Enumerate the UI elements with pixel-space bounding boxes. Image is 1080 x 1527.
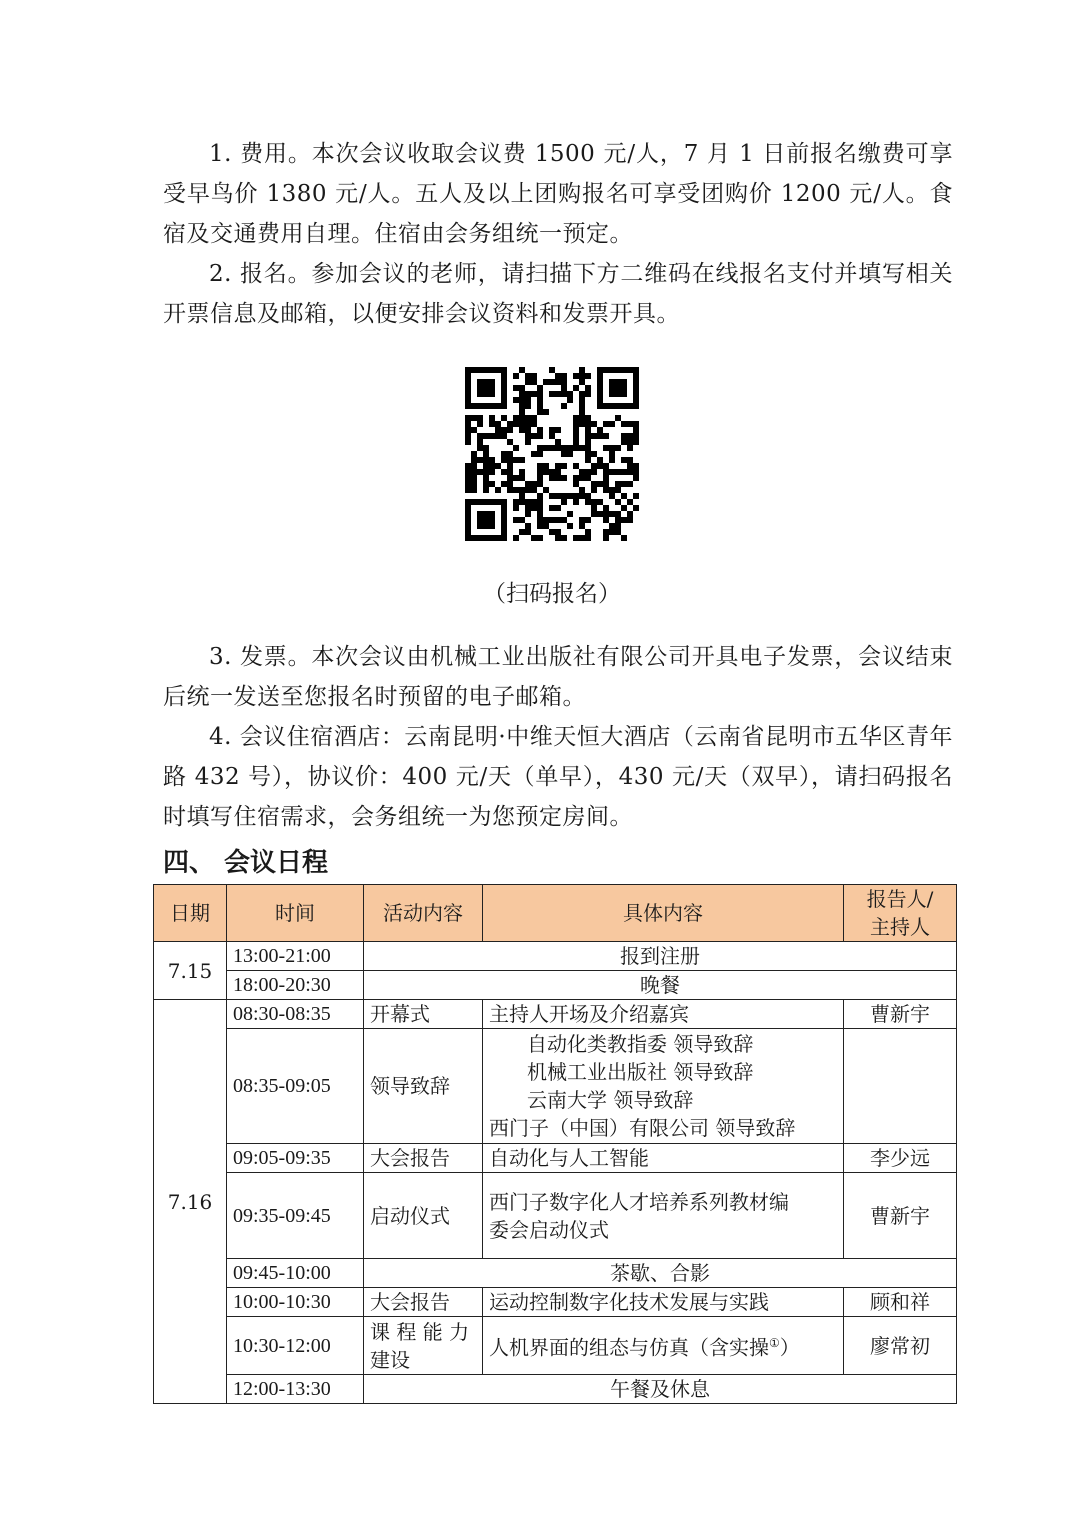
content-line: 西门子数字化人才培养系列教材编 [489, 1189, 789, 1214]
table-header-row [154, 885, 957, 942]
footnote-marker: ① [769, 1336, 780, 1351]
activity-cell: 大会报告 [364, 1288, 483, 1317]
time-cell: 08:30-08:35 [227, 1000, 364, 1029]
time-cell: 09:05-09:35 [227, 1144, 364, 1173]
table-row [154, 942, 957, 971]
activity-line: 课 程 能 力 [370, 1319, 470, 1344]
content-cell [483, 1029, 844, 1144]
section-title-schedule: 四、 会议日程 [163, 848, 329, 878]
speaker-cell: 廖常初 [844, 1317, 957, 1375]
time-cell: 13:00-21:00 [227, 942, 364, 971]
header-date: 日期 [154, 885, 227, 942]
activity-cell: 领导致辞 [364, 1029, 483, 1144]
speaker-cell: 顾和祥 [844, 1288, 957, 1317]
time-cell: 10:00-10:30 [227, 1288, 364, 1317]
content-cell: 晚餐 [364, 971, 957, 1000]
content-cell: 报到注册 [364, 942, 957, 971]
table-row [154, 1288, 957, 1317]
table-row [154, 1029, 957, 1144]
activity-cell: 启动仪式 [364, 1173, 483, 1259]
paragraph-invoice: 3. 发票。本次会议由机械工业出版社有限公司开具电子发票，会议结束后统一发送至您报名时预留的电子邮箱。 [163, 644, 953, 710]
content-cell: 主持人开场及介绍嘉宾 [483, 1000, 844, 1029]
header-speaker-line1: 报告人/ [866, 887, 934, 911]
table-row [154, 971, 957, 1000]
header-speaker [844, 885, 957, 942]
content-line: 西门子（中国）有限公司 领导致辞 [489, 1116, 796, 1140]
speaker-cell: 李少远 [844, 1144, 957, 1173]
content-text: 人机界面的组态与仿真（含实操 [489, 1335, 769, 1360]
content-line: 云南大学 领导致辞 [527, 1088, 694, 1112]
content-cell [483, 1173, 844, 1259]
content-line: 自动化类教指委 领导致辞 [527, 1032, 754, 1056]
time-cell: 09:45-10:00 [227, 1259, 364, 1288]
date-cell: 7.16 [154, 1000, 227, 1404]
schedule-table [153, 884, 957, 1404]
header-speaker-line2: 主持人 [870, 915, 930, 939]
content-cell: 午餐及休息 [364, 1375, 957, 1404]
table-row [154, 1000, 957, 1029]
time-cell: 10:30-12:00 [227, 1317, 364, 1375]
date-cell: 7.15 [154, 942, 227, 1000]
time-cell: 08:35-09:05 [227, 1029, 364, 1144]
time-cell: 09:35-09:45 [227, 1173, 364, 1259]
header-content: 具体内容 [483, 885, 844, 942]
paragraph-hotel: 4. 会议住宿酒店：云南昆明·中维天恒大酒店（云南省昆明市五华区青年路 432 号），协议价：400 元/天（单早），430 元/天（双早），请扫码报名时填写住宿需求，会务组统一为您预定房间。 [163, 724, 953, 830]
table-row [154, 1259, 957, 1288]
header-time: 时间 [227, 885, 364, 942]
table-row [154, 1173, 957, 1259]
content-cell: 运动控制数字化技术发展与实践 [483, 1288, 844, 1317]
activity-cell: 大会报告 [364, 1144, 483, 1173]
content-tail: ） [779, 1335, 800, 1360]
content-cell: 茶歇、合影 [364, 1259, 957, 1288]
paragraph-registration: 2. 报名。参加会议的老师，请扫描下方二维码在线报名支付并填写相关开票信息及邮箱，以便安排会议资料和发票开具。 [163, 261, 953, 327]
speaker-cell: 曹新宇 [844, 1000, 957, 1029]
content-cell [483, 1317, 844, 1375]
table-row [154, 1144, 957, 1173]
speaker-cell [844, 1029, 957, 1144]
activity-cell [364, 1317, 483, 1375]
registration-qr-code[interactable] [465, 367, 639, 541]
time-cell: 18:00-20:30 [227, 971, 364, 1000]
activity-line: 建设 [370, 1347, 410, 1372]
content-cell: 自动化与人工智能 [483, 1144, 844, 1173]
header-activity: 活动内容 [364, 885, 483, 942]
activity-cell: 开幕式 [364, 1000, 483, 1029]
paragraph-fees: 1. 费用。本次会议收取会议费 1500 元/人，7 月 1 日前报名缴费可享受早鸟价 1380 元/人。五人及以上团购报名可享受团购价 1200 元/人。食宿及交通费用自理。住宿由会务组统一预定。 [163, 141, 953, 247]
time-cell: 12:00-13:30 [227, 1375, 364, 1404]
speaker-cell: 曹新宇 [844, 1173, 957, 1259]
content-line: 机械工业出版社 领导致辞 [527, 1060, 754, 1084]
table-row [154, 1317, 957, 1375]
content-line: 委会启动仪式 [489, 1217, 609, 1242]
qr-code-icon [465, 367, 639, 541]
table-row [154, 1375, 957, 1404]
qr-caption: （扫码报名） [483, 581, 621, 607]
